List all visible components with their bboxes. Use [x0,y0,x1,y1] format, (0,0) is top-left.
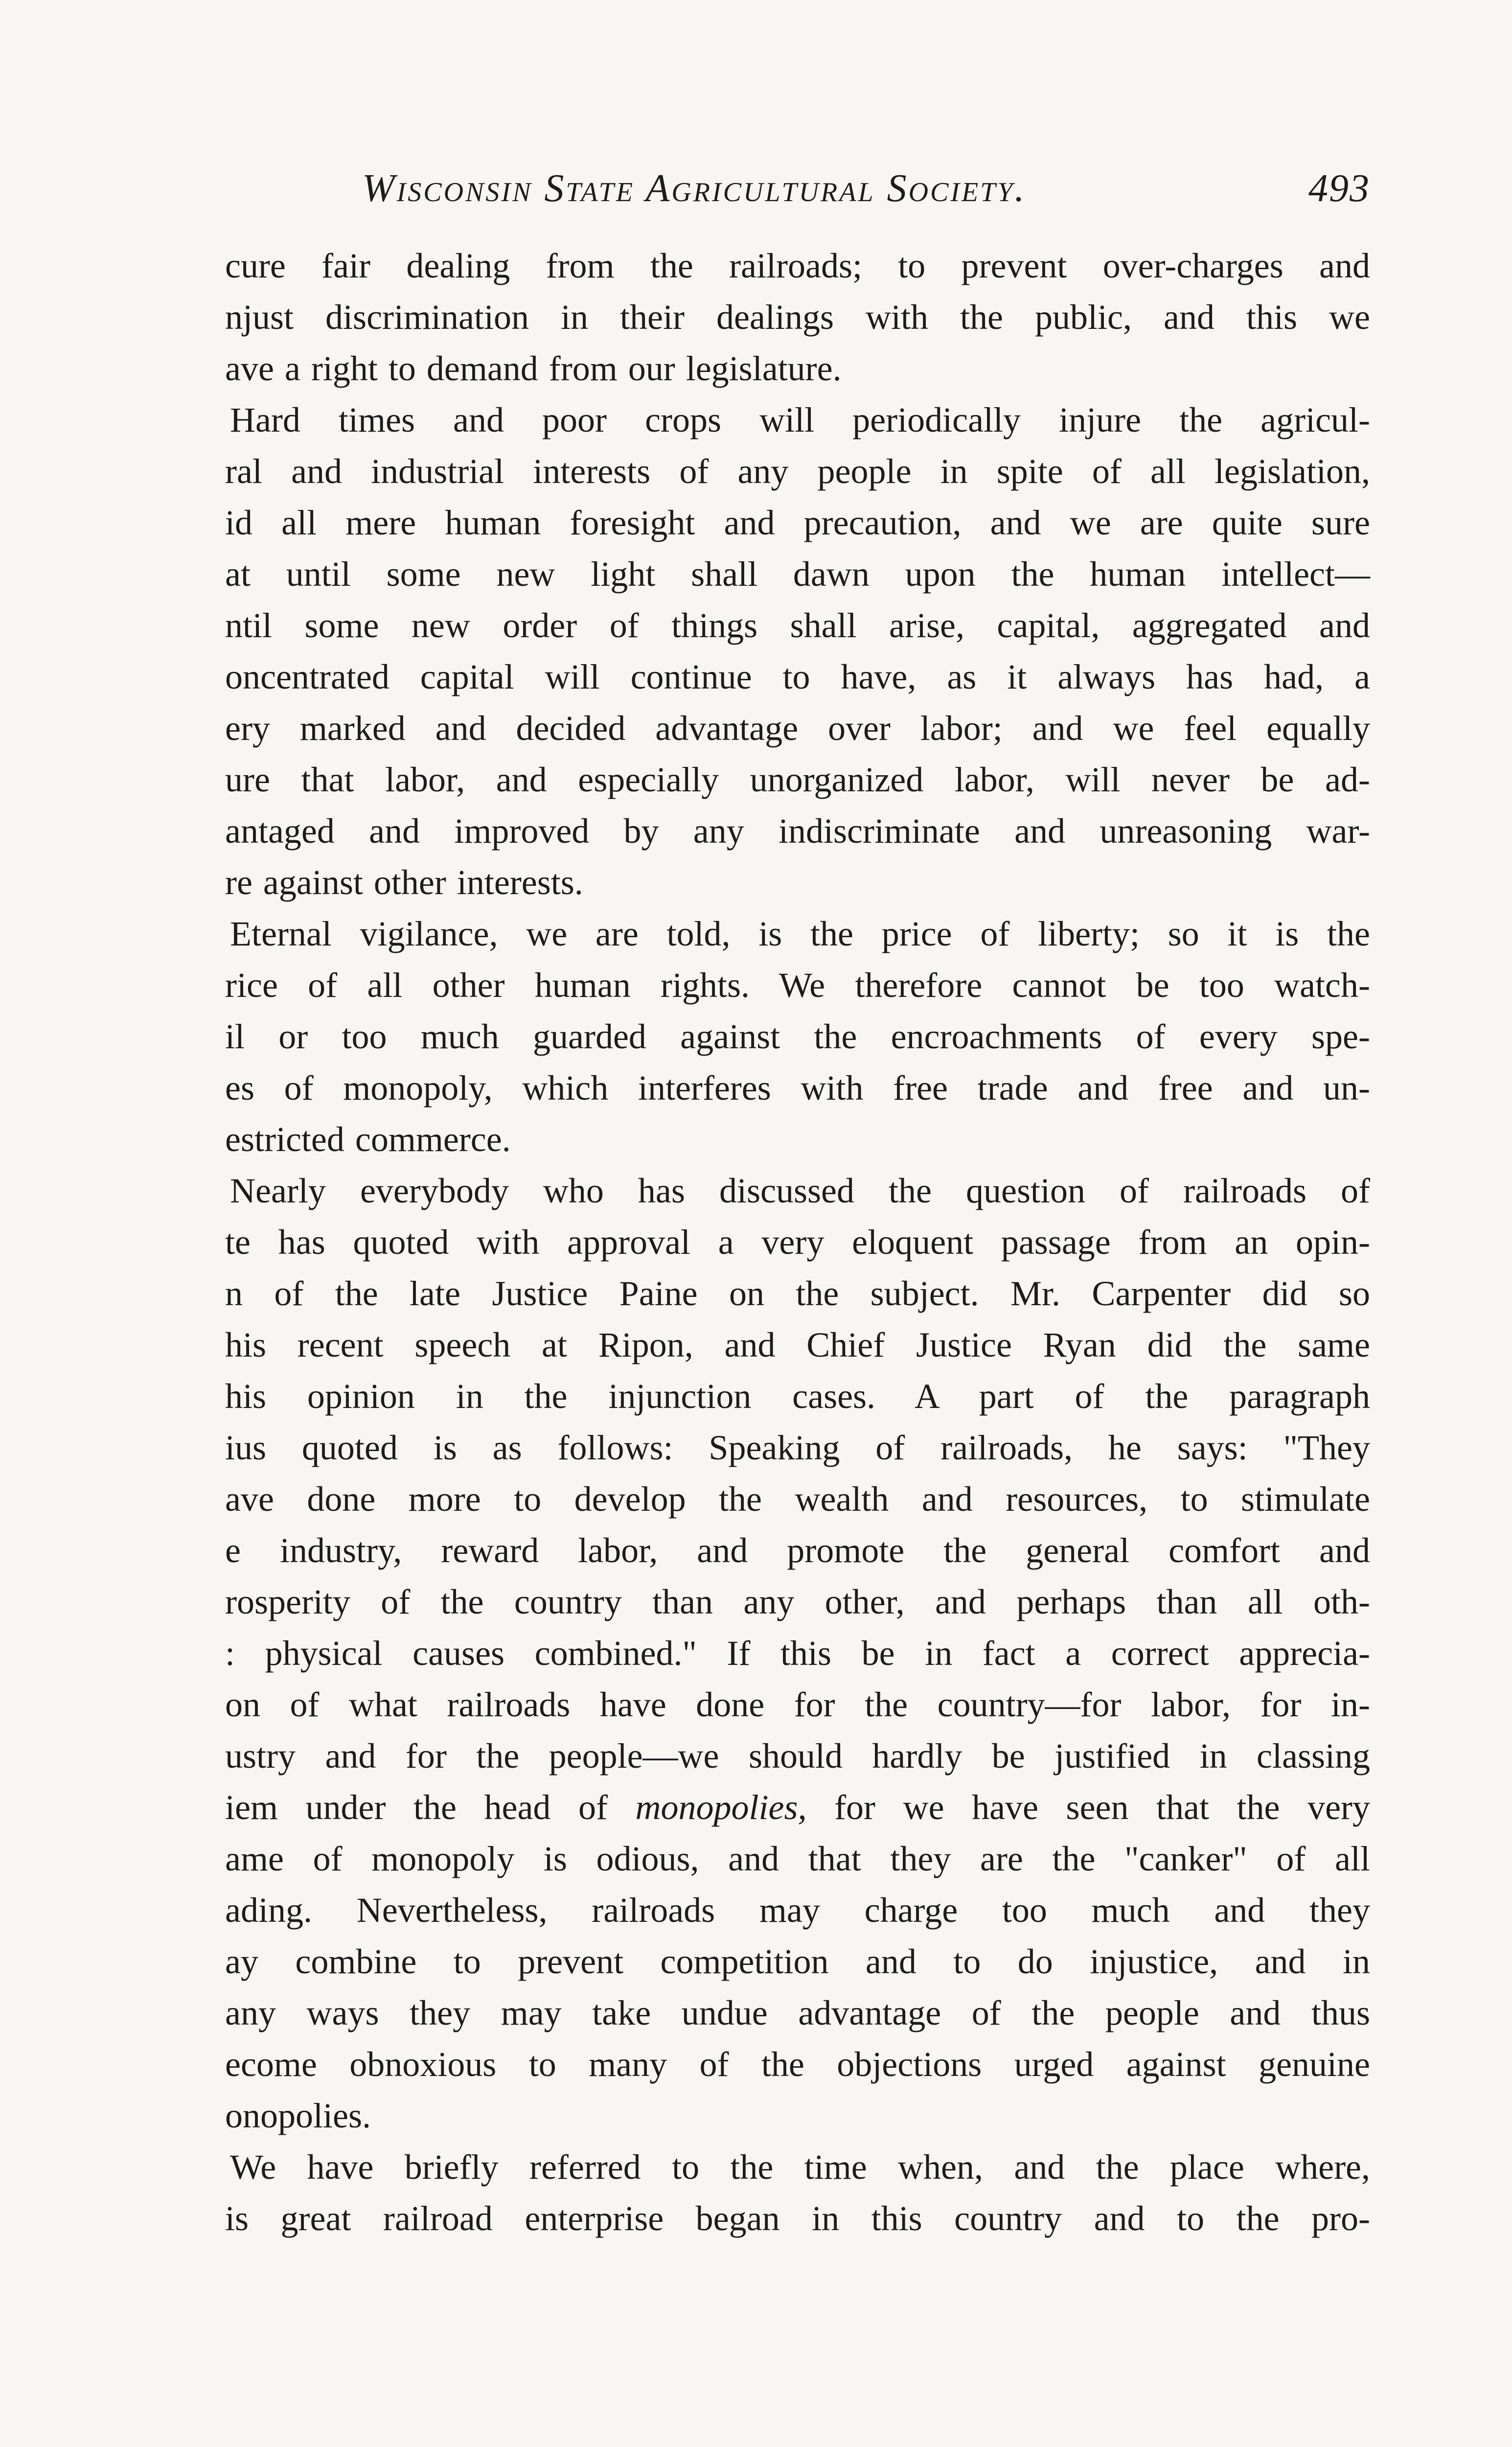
text-line: his recent speech at Ripon, and Chief Justice Ryan did the same [225,1325,1370,1364]
text-line: n of the late Justice Paine on the subject. Mr. Carpenter did so [225,1274,1370,1313]
text-line: ave a right to demand from our legislature. [225,349,842,388]
text-line: on of what railroads have done for the country—for labor, for in- [225,1685,1370,1724]
text-line: rice of all other human rights. We therefore cannot be too watch- [225,966,1370,1005]
page-number: 493 [1308,167,1370,210]
text-line: id all mere human foresight and precaution, and we are quite sure [225,503,1370,542]
text-line: his opinion in the injunction cases. A part of the paragraph [225,1377,1370,1416]
line-tail: for we have seen that the very [806,1788,1371,1827]
text-line: at until some new light shall dawn upon the human intellect— [225,554,1370,594]
text-line: rosperity of the country than any other, and perhaps than all oth- [225,1582,1370,1621]
text-line: cure fair dealing from the railroads; to prevent over-charges and [225,246,1370,285]
text-line: njust discrimination in their dealings with the public, and this we [225,298,1370,337]
text-line: Eternal vigilance, we are told, is the price of liberty; so it is the [230,914,1370,953]
text-line-with-italic [225,1782,1370,1833]
text-line: e industry, reward labor, and promote the general comfort and [225,1531,1370,1570]
text-line: te has quoted with approval a very eloquent passage from an opin- [225,1223,1370,1262]
text-line: onopolies. [225,2096,371,2135]
line-head: iem under the head of [225,1788,636,1827]
paragraph-4 [225,1165,1370,2142]
paragraph-1 [225,240,1370,394]
text-line: : physical causes combined." If this be in fact a correct apprecia- [225,1634,1370,1673]
text-line: We have briefly referred to the time when, and the place where, [230,2147,1370,2187]
text-line: ame of monopoly is odious, and that they are the "canker" of all [225,1839,1370,1878]
text-line: is great railroad enterprise began in this country and to the pro- [225,2199,1370,2238]
text-line: il or too much guarded against the encroachments of every spe- [225,1017,1370,1056]
text-line: Nearly everybody who has discussed the question of railroads of [230,1171,1370,1210]
text-line: oncentrated capital will continue to have, as it always has had, a [225,657,1370,696]
text-line: antaged and improved by any indiscriminate and unreasoning war- [225,811,1370,851]
text-line: ave done more to develop the wealth and resources, to stimulate [225,1479,1370,1519]
paragraph-5 [225,2142,1370,2244]
paragraph-3 [225,908,1370,1165]
text-line: ntil some new order of things shall arise, capital, aggregated and [225,606,1370,645]
text-line: ecome obnoxious to many of the objections urged against genuine [225,2045,1370,2084]
text-line: ral and industrial interests of any people in spite of all legislation, [225,452,1370,491]
text-line: re against other interests. [225,863,583,902]
text-line: any ways they may take undue advantage of the people and thus [225,1993,1370,2032]
text-line: ustry and for the people—we should hardly be justified in classing [225,1736,1370,1776]
text-line: ure that labor, and especially unorganized labor, will never be ad- [225,760,1370,799]
text-line: ius quoted is as follows: Speaking of railroads, he says: "They [225,1428,1370,1467]
paragraph-2 [225,394,1370,908]
running-header [225,166,1370,211]
text-line: Hard times and poor crops will periodically injure the agricul- [230,400,1370,439]
text-line: es of monopoly, which interferes with free trade and free and un- [225,1068,1370,1108]
text-line: estricted commerce. [225,1120,511,1159]
text-line: ery marked and decided advantage over labor; and we feel equally [225,709,1370,748]
running-header-title: Wisconsin State Agricultural Society. [362,167,1027,210]
italic-term: monopolies, [635,1788,807,1827]
document-page [225,166,1370,2244]
text-line: ading. Nevertheless, railroads may charge too much and they [225,1891,1370,1930]
text-line: ay combine to prevent competition and to do injustice, and in [225,1942,1370,1981]
